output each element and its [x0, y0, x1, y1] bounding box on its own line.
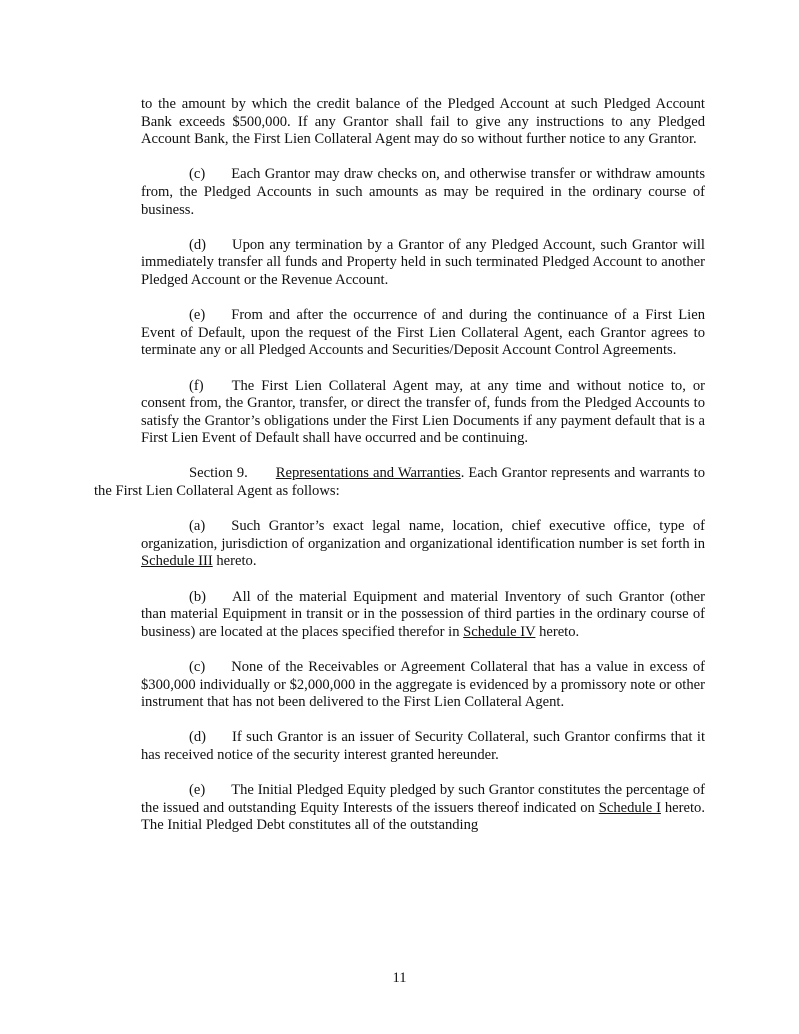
- paragraph-label: (d): [189, 236, 207, 253]
- paragraph-text: Upon any termination by a Grantor of any Pledged Account, such Grantor will immediately transfer all funds and Property held in such terminated Pledged Account to another Pledged Account or the Revenue Account.: [141, 236, 705, 288]
- rep-paragraph-e: [141, 782, 705, 835]
- paragraph-label: (e): [189, 782, 206, 799]
- paragraph-e: [141, 307, 705, 360]
- paragraph-text: to the amount by which the credit balance of the Pledged Account at such Pledged Account Bank exceeds $500,000. If any Grantor shall fail to give any instructions to any Pledged Account Bank, the First Lien Collateral Agent may do so without further notice to any Grantor.: [141, 96, 705, 148]
- paragraph-label: (f): [189, 377, 204, 394]
- paragraph-label: (b): [189, 588, 207, 605]
- paragraph-text: Each Grantor may draw checks on, and otherwise transfer or withdraw amounts from, the Pledged Accounts in such amounts as may be required in the ordinary course of business.: [141, 166, 705, 218]
- paragraph-c: [141, 166, 705, 219]
- paragraph-text: The First Lien Collateral Agent may, at any time and without notice to, or consent from, the Grantor, transfer, or direct the transfer of, funds from the Pledged Accounts to satisfy the Grantor’s obligations under the First Lien Documents if any payment default that is a First Lien Event of Default shall have occurred and be continuing.: [141, 377, 705, 447]
- section-label: Section 9.: [189, 465, 248, 482]
- paragraph-text-end: hereto. The Initial Pledged Debt constitutes all of the outstanding: [141, 799, 705, 834]
- paragraph-label: (a): [189, 518, 206, 535]
- schedule-reference: Schedule III: [141, 553, 213, 570]
- paragraph-text-end: hereto.: [535, 623, 580, 640]
- paragraph-text: The Initial Pledged Equity pledged by such Grantor constitutes the percentage of the issued and outstanding Equity Interests of the issuers thereof indicated on: [141, 782, 705, 816]
- paragraph-label: (c): [189, 659, 206, 675]
- paragraph-text: From and after the occurrence of and during the continuance of a First Lien Event of Default, upon the request of the First Lien Collateral Agent, each Grantor agrees to terminate any or all Pledged Accounts and Securities/Deposit Account Control Agreements.: [141, 307, 705, 359]
- paragraph-label: (c): [189, 166, 206, 183]
- rep-paragraph-d: [141, 729, 705, 764]
- paragraph-f: [141, 378, 705, 448]
- paragraph-label: (e): [189, 307, 206, 324]
- paragraph-text-end: hereto.: [212, 553, 257, 570]
- rep-paragraph-c: [141, 659, 705, 712]
- document-body: [94, 96, 705, 835]
- schedule-reference: Schedule IV: [463, 623, 536, 640]
- paragraph-text: All of the material Equipment and material Inventory of such Grantor (other than material Equipment in transit or in the possession of third parties in the ordinary course of business) are located at the places specified therefor in: [141, 588, 705, 640]
- page-number: 11: [392, 970, 407, 986]
- paragraph-text: If such Grantor is an issuer of Security Collateral, such Grantor confirms that it has received notice of the security interest granted hereunder.: [141, 729, 705, 763]
- rep-paragraph-a: [141, 518, 705, 571]
- paragraph-continuation: [141, 96, 705, 149]
- section-intro-text: . Each Grantor represents and warrants to the First Lien Collateral Agent as follows:: [94, 465, 705, 500]
- schedule-reference: Schedule I: [598, 799, 661, 816]
- section-heading: Representations and Warranties: [275, 465, 461, 482]
- paragraph-text: None of the Receivables or Agreement Collateral that has a value in excess of $300,000 individually or $2,000,000 in the aggregate is evidenced by a promissory note or other instrument that has not been delivered to the First Lien Collateral Agent.: [141, 659, 705, 711]
- paragraph-d: [141, 237, 705, 290]
- paragraph-label: (d): [189, 729, 207, 746]
- paragraph-text: Such Grantor’s exact legal name, location, chief executive office, type of organization, jurisdiction of organization and organizational identification number is set forth in: [141, 518, 705, 552]
- rep-paragraph-b: [141, 589, 705, 642]
- section-9-heading-paragraph: [94, 465, 705, 500]
